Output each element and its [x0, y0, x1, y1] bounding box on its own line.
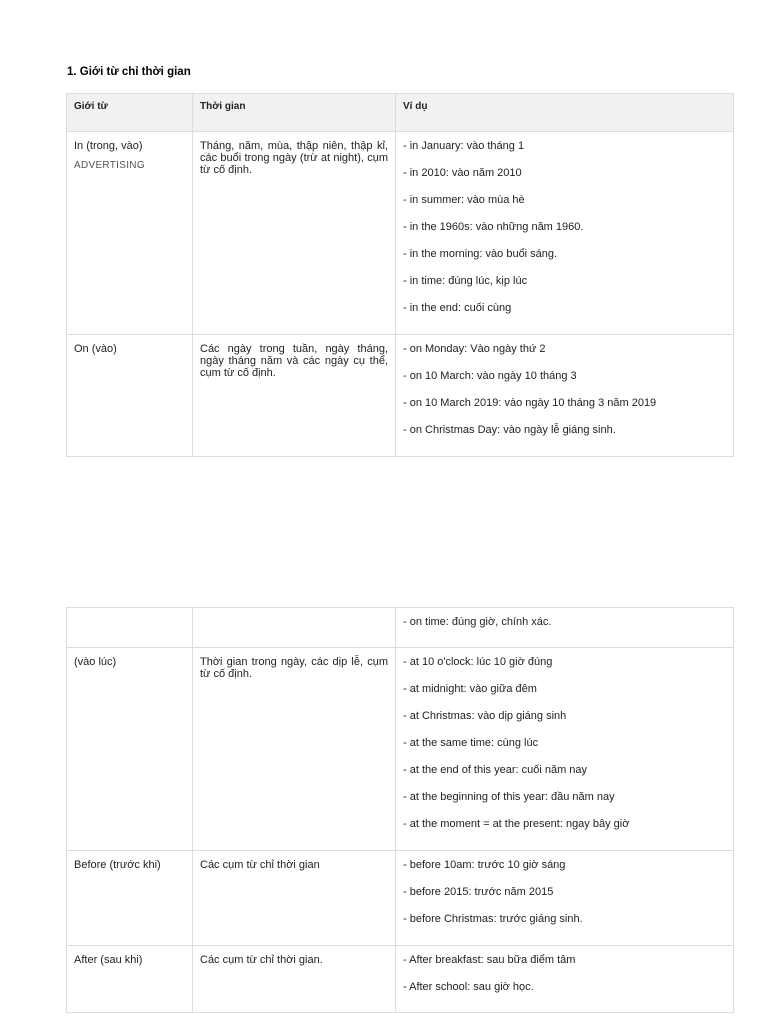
time-cell: [193, 608, 396, 648]
example-item: - on 10 March 2019: vào ngày 10 tháng 3 năm 2019: [403, 397, 657, 409]
example-item: - After breakfast: sau bữa điểm tâm: [403, 954, 576, 966]
time-description: Các cụm từ chỉ thời gian: [200, 859, 320, 871]
example-item: - in the end: cuối cùng: [403, 302, 512, 314]
preposition-label: On (vào): [74, 343, 117, 355]
preposition-cell: [67, 648, 193, 851]
preposition-cell: [67, 608, 193, 648]
example-item: - After school: sau giờ học.: [403, 981, 534, 993]
example-cell: [396, 608, 734, 648]
table-row-in: [67, 132, 734, 335]
example-cell: [396, 648, 734, 851]
example-cell: [396, 851, 734, 946]
example-item: - before 10am: trước 10 giờ sáng: [403, 859, 566, 871]
example-item: - in 2010: vào năm 2010: [403, 167, 522, 179]
table-row-before: [67, 851, 734, 946]
example-item: - on time: đúng giờ, chính xác.: [403, 616, 552, 628]
time-cell: [193, 648, 396, 851]
time-description: Thời gian trong ngày, các dịp lễ, cụm từ cố định.: [200, 656, 388, 680]
example-item: - in the morning: vào buổi sáng.: [403, 248, 558, 260]
example-item: - before 2015: trước năm 2015: [403, 886, 554, 898]
table-row-continued: [67, 608, 734, 648]
preposition-label: After (sau khi): [74, 954, 143, 966]
example-cell: [396, 132, 734, 335]
example-item: - on Monday: Vào ngày thứ 2: [403, 343, 546, 355]
time-cell: [193, 851, 396, 946]
example-item: - at the beginning of this year: đầu năm nay: [403, 791, 615, 803]
header-preposition: Giới từ: [67, 94, 193, 132]
example-item: - at Christmas: vào dịp giáng sinh: [403, 710, 567, 722]
time-description: Tháng, năm, mùa, thập niên, thập kỉ, các buổi trong ngày (trừ at night), cụm từ cố định.: [200, 140, 388, 176]
table-row-at: [67, 648, 734, 851]
preposition-cell: [67, 335, 193, 457]
time-description: Các cụm từ chỉ thời gian.: [200, 954, 323, 966]
table-row-on: [67, 335, 734, 457]
preposition-label: Before (trước khi): [74, 859, 161, 871]
preposition-cell: [67, 946, 193, 1013]
preposition-cell: [67, 851, 193, 946]
example-item: - at the moment = at the present: ngay bây giờ: [403, 818, 630, 830]
example-item: - at 10 o'clock: lúc 10 giờ đúng: [403, 656, 553, 668]
header-time: Thời gian: [193, 94, 396, 132]
preposition-label: In (trong, vào): [74, 140, 143, 152]
time-cell: [193, 132, 396, 335]
section-heading: 1. Giới từ chỉ thời gian: [67, 66, 191, 78]
example-cell: [396, 946, 734, 1013]
preposition-cell: [67, 132, 193, 335]
table-header-row: [67, 94, 734, 132]
example-cell: [396, 335, 734, 457]
example-item: - before Christmas: trước giáng sinh.: [403, 913, 583, 925]
advertising-label: ADVERTISING: [74, 160, 145, 171]
example-item: - on Christmas Day: vào ngày lễ giáng sinh.: [403, 424, 616, 436]
time-description: Các ngày trong tuần, ngày tháng, ngày tháng năm và các ngày cụ thể, cụm từ cố định.: [200, 343, 388, 379]
prepositions-table-part-2: [66, 607, 734, 1013]
table-row-after: [67, 946, 734, 1013]
example-item: - in summer: vào mùa hè: [403, 194, 525, 206]
header-example: Ví dụ: [396, 94, 734, 132]
example-item: - at midnight: vào giữa đêm: [403, 683, 537, 695]
example-item: - at the end of this year: cuối năm nay: [403, 764, 588, 776]
example-item: - in the 1960s: vào những năm 1960.: [403, 221, 584, 233]
example-item: - at the same time: cùng lúc: [403, 737, 539, 749]
example-item: - in January: vào tháng 1: [403, 140, 525, 152]
time-cell: [193, 335, 396, 457]
prepositions-table-part-1: [66, 93, 734, 457]
time-cell: [193, 946, 396, 1013]
example-item: - on 10 March: vào ngày 10 tháng 3: [403, 370, 577, 382]
preposition-label: (vào lúc): [74, 656, 117, 668]
example-item: - in time: đúng lúc, kịp lúc: [403, 275, 528, 287]
